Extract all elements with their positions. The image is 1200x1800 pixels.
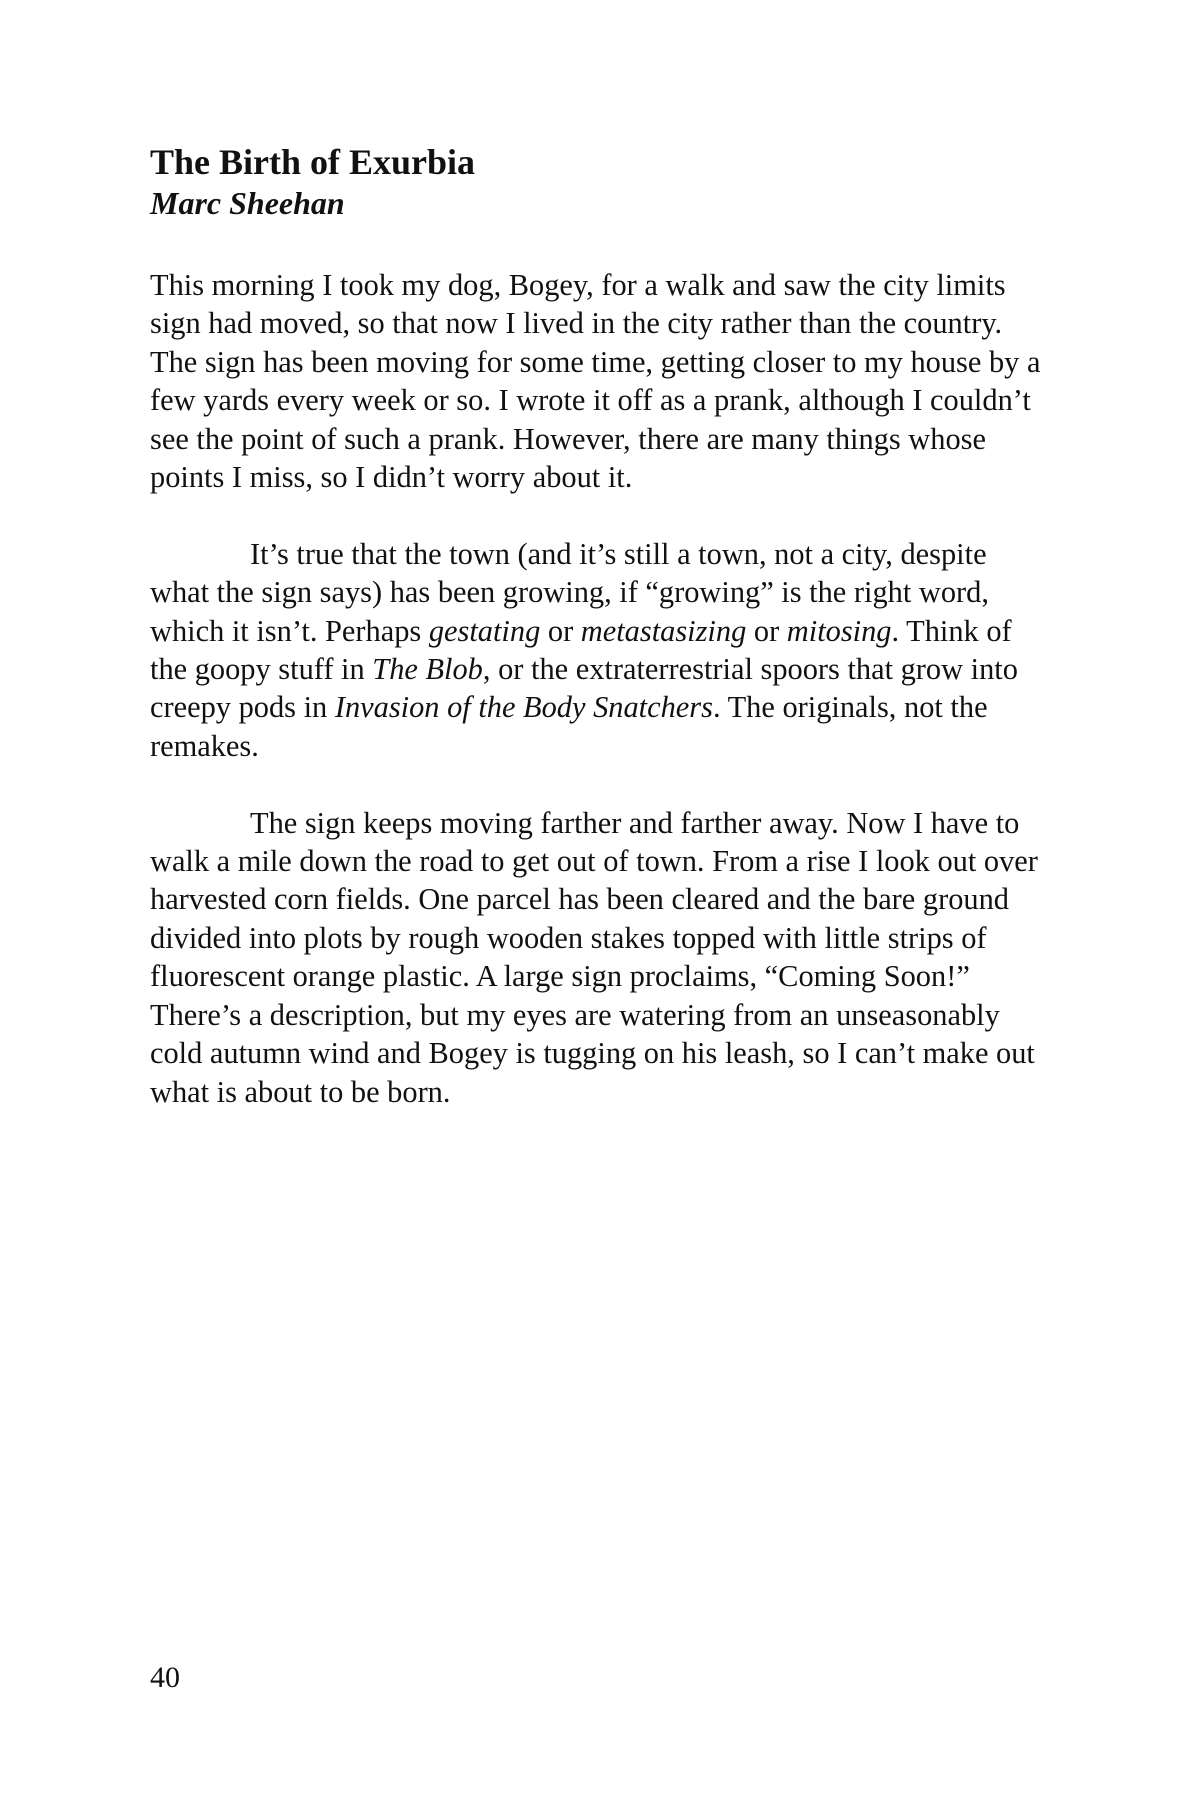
italic-metastasizing: metastasizing bbox=[580, 613, 747, 648]
italic-invasion-title: Invasion of the Body Snatchers bbox=[334, 690, 713, 725]
paragraph-3 bbox=[150, 804, 1050, 1111]
story-title: The Birth of Exurbia bbox=[150, 142, 476, 182]
story-header bbox=[150, 140, 1050, 222]
paragraph-1 bbox=[150, 266, 1050, 496]
story-body bbox=[150, 266, 1050, 1149]
paragraph-2 bbox=[150, 535, 1050, 765]
paragraph-2-run-9: , or the extraterrestrial spoors that grow into creepy pods in bbox=[150, 652, 1018, 725]
paragraph-2-run-7: . Think of the goopy stuff in bbox=[150, 613, 1012, 687]
story-author: Marc Sheehan bbox=[150, 185, 345, 221]
paragraph-3-run-1: The sign keeps moving farther and farther away. Now I have to walk a mile down the road to get out of town. From a rise I look out over harvested corn fields. One parcel has been cleared and the bare ground divided into plots by rough wooden stakes topped with little strips of fluorescent orange plastic. A large sign proclaims, “Coming Soon!” There’s a description, but my eyes are watering from an unseasonably cold autumn wind and Bogey is tugging on his leash, so I can’t make out what is about to be born. bbox=[150, 805, 1038, 1109]
italic-mitosing: mitosing bbox=[786, 613, 892, 648]
paragraph-2-run-3: or bbox=[540, 613, 581, 648]
italic-the-blob: The Blob bbox=[372, 652, 483, 687]
paragraph-2-run-1: It’s true that the town (and it’s still a town, not a city, despite what the sign says) has been growing, if “growing” is the right word, which it isn’t. Perhaps bbox=[150, 536, 989, 648]
page-number: 40 bbox=[150, 1661, 180, 1694]
paragraph-1-run-1: This morning I took my dog, Bogey, for a walk and saw the city limits sign had moved, so that now I lived in the city rather than the country. The sign has been moving for some time, getting closer to my house by a few yards every week or so. I wrote it off as a prank, although I couldn’t see the point of such a prank. However, there are many things whose points I miss, so I didn’t worry about it. bbox=[150, 268, 1041, 495]
paragraph-2-run-5: or bbox=[746, 613, 787, 648]
italic-gestating: gestating bbox=[428, 613, 541, 648]
paragraph-2-run-11: . The originals, not the remakes. bbox=[150, 690, 988, 763]
